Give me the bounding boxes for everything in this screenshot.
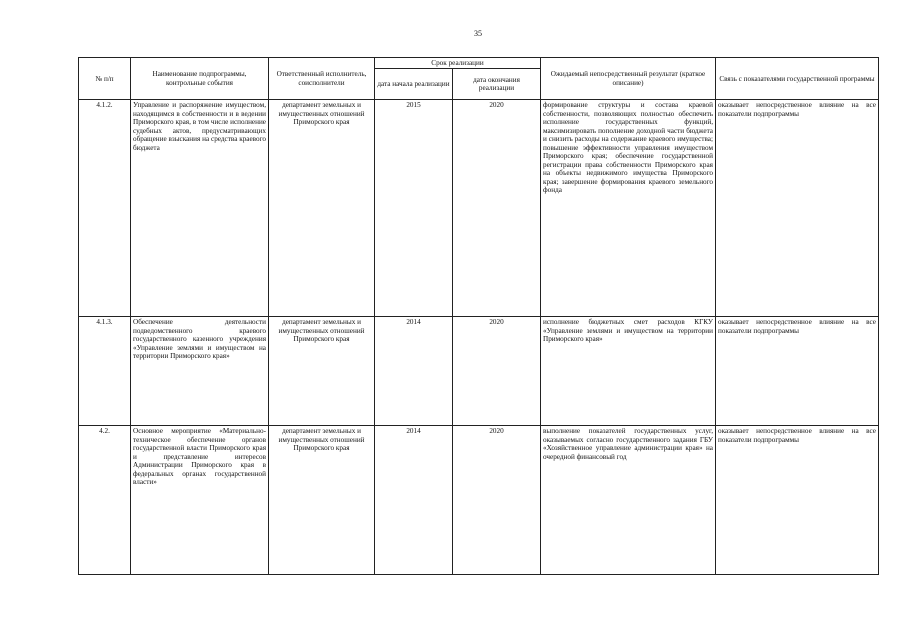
row-link: оказывает непосредственное влияние на все показатели подпрограммы [716,317,879,426]
row-name: Основное мероприятие «Материально-техническое обеспечение органов государственной власти Приморского края и представление интересов Администрации Приморского края в федеральных органах государственной власти» [131,426,269,575]
row-end: 2020 [453,317,541,426]
row-result: формирование структуры и состава краевой собственности, позволяющих полностью обеспечить исполнение государственных функций, максимизировать пополнение доходной части бюджета и снизить расходы на содержание краевого имущества; повышение эффективности управления имуществом Приморского края; обеспечение государственной регистрации права собственности Приморского края на объекты недвижимого имущества Приморского края; завершение формирования краевого земельного фонда [541,100,716,317]
row-start: 2014 [375,426,453,575]
row-name: Обеспечение деятельности подведомственного краевого государственного казенного учреждения «Управление землями и имуществом на территории Приморского края» [131,317,269,426]
row-result: выполнение показателей государственных услуг, оказываемых согласно государственного задания ГБУ «Хозяйственное управление администрации края» на очередной финансовый год [541,426,716,575]
header-name: Наименование подпрограммы, контрольные события [131,58,269,100]
header-start: дата начала реализации [375,69,453,100]
page-number: 35 [474,29,482,38]
row-start: 2015 [375,100,453,317]
row-num: 4.2. [79,426,131,575]
row-num: 4.1.3. [79,317,131,426]
header-period: Срок реализации [375,58,541,69]
program-table [78,57,879,575]
table-row [79,317,879,426]
row-start: 2014 [375,317,453,426]
header-num: № п/п [79,58,131,100]
row-end: 2020 [453,426,541,575]
header-result: Ожидаемый непосредственный результат (краткое описание) [541,58,716,100]
header-executor: Ответственный исполнитель, соисполнители [269,58,375,100]
row-end: 2020 [453,100,541,317]
header-end: дата окончания реализации [453,69,541,100]
row-num: 4.1.2. [79,100,131,317]
table-row [79,100,879,317]
row-link: оказывает непосредственное влияние на все показатели подпрограммы [716,100,879,317]
table-row [79,426,879,575]
row-name: Управление и распоряжение имуществом, находящимся в собственности и в ведении Приморского края, в том числе исполнение судебных актов, предусматривающих обращение взыскания на средства краевого бюджета [131,100,269,317]
row-executor: департамент земельных и имущественных отношений Приморского края [269,317,375,426]
header-link: Связь с показателями государственной программы [716,58,879,100]
row-link: оказывает непосредственное влияние на все показатели подпрограммы [716,426,879,575]
row-executor: департамент земельных и имущественных отношений Приморского края [269,426,375,575]
row-executor: департамент земельных и имущественных отношений Приморского края [269,100,375,317]
row-result: исполнение бюджетных смет расходов КГКУ «Управление землями и имуществом на территории Приморского края» [541,317,716,426]
